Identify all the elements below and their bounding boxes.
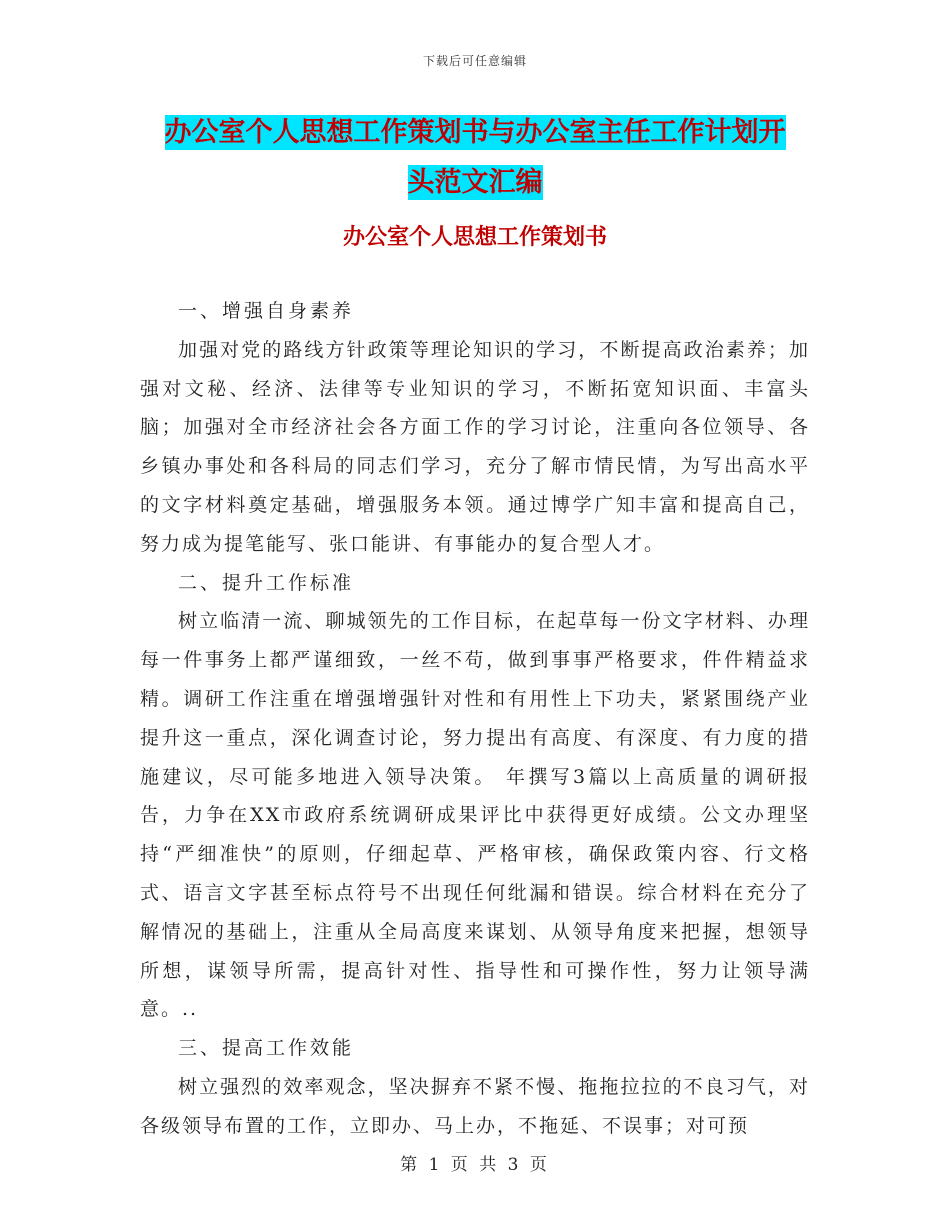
paragraph-3: 树立强烈的效率观念，坚决摒弃不紧不慢、拖拖拉拉的不良习气，对各级领导布置的工作，立即办、马上办，不拖延、不误事；对可预: [140, 1075, 810, 1137]
section-title: 办公室个人思想工作策划书: [342, 224, 607, 250]
document-title: [140, 108, 810, 208]
heading-2: 二、提升工作标准: [178, 571, 355, 594]
paragraph-2: 树立临清一流、聊城领先的工作目标，在起草每一份文字材料、办理每一件事务上都严谨细致，一丝不苟，做到事事严格要求，件件精益求精。调研工作注重在增强增强针对性和有用性上下功夫，紧紧围绕产业提升这一重点，深化调查讨论，努力提出有高度、有深度、有力度的措施建议，尽可能多地进入领导决策。 年撰写3篇以上高质量的调研报告，力争在XX市政府系统调研成果评比中获得更好成绩。公文办理坚持“严细准快”的原则，仔细起草、严格审核，确保政策内容、行文格式、语言文字甚至标点符号不出现任何纰漏和错误。综合材料在充分了解情况的基础上，注重从全局高度来谋划、从领导角度来把握，想领导所想，谋领导所需，提高针对性、指导性和可操作性，努力让领导满意。..: [140, 610, 810, 1021]
title-line-2: 头范文汇编: [407, 167, 543, 198]
document-body: [140, 292, 810, 1146]
page-number-footer: 第 1 页 共 3 页: [400, 1155, 550, 1175]
heading-1: 一、增强自身素养: [178, 300, 355, 322]
paragraph-1: 加强对党的路线方针政策等理论知识的学习，不断提高政治素养；加强对文秘、经济、法律等专业知识的学习，不断拓宽知识面、丰富头脑；加强对全市经济社会各方面工作的学习讨论，注重向各位领导、各乡镇办事处和各科局的同志们学习，充分了解市情民情，为写出高水平的文字材料奠定基础，增强服务本领。通过博学广知丰富和提高自己，努力成为提笔能写、张口能讲、有事能办的复合型人才。: [140, 338, 810, 555]
header-note: 下载后可任意编辑: [422, 54, 527, 68]
title-line-1: 办公室个人思想工作策划书与办公室主任工作计划开: [164, 117, 786, 148]
heading-3: 三、提高工作效能: [178, 1037, 355, 1060]
